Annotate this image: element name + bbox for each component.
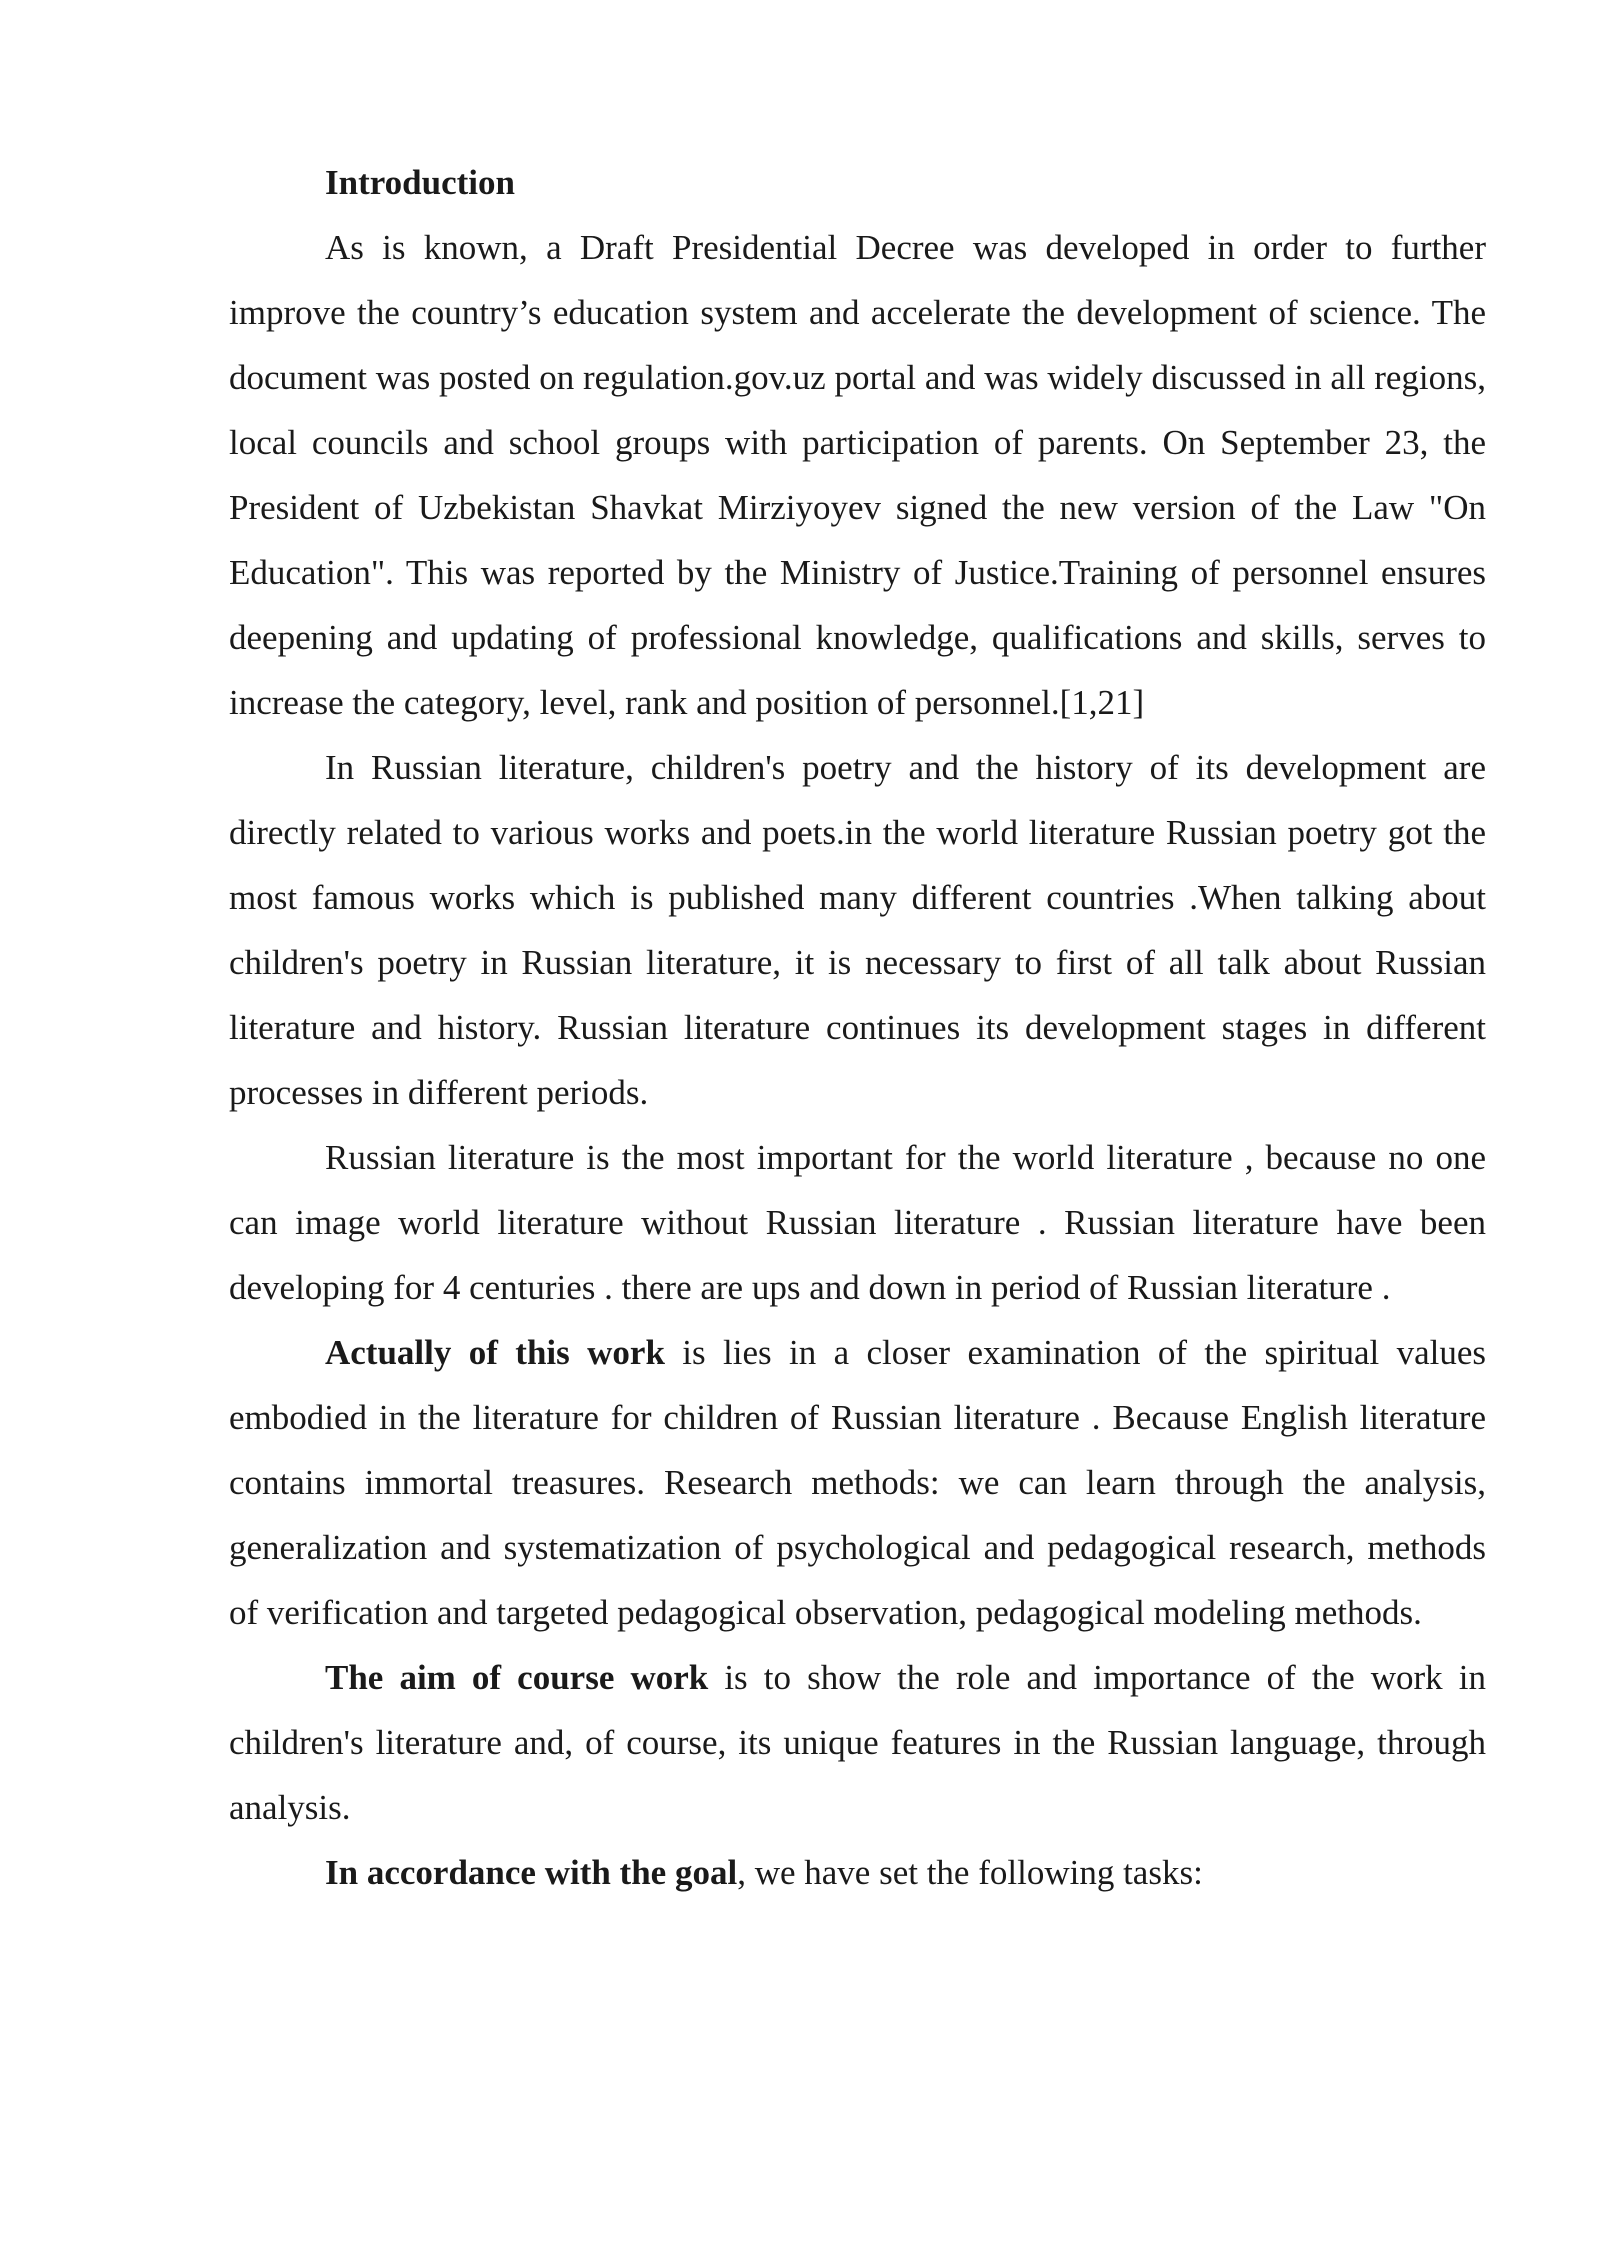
document-body — [229, 150, 1486, 1905]
paragraph-text: is to show the role and importance of the work in children's literature and, of course, its unique features in the Russian language, through analysis. — [229, 1658, 1486, 1827]
section-heading: Introduction — [325, 163, 515, 202]
paragraph-text: As is known, a Draft Presidential Decree was developed in order to further improve the country’s education system and accelerate the development of science. The document was posted on regulation.gov.uz portal and was widely discussed in all regions, local councils and school groups with participation of parents. On September 23, the President of Uzbekistan Shavkat Mirziyoyev signed the new version of the Law "On Education". This was reported by the Ministry of Justice.Training of personnel ensures deepening and updating of professional knowledge, qualifications and skills, serves to increase the category, level, rank and position of personnel.[1,21] — [229, 228, 1486, 722]
paragraph-text: , we have set the following tasks: — [737, 1853, 1203, 1892]
paragraph-world-literature — [229, 1125, 1486, 1320]
paragraph-actuality — [229, 1320, 1486, 1645]
paragraph-decree — [229, 215, 1486, 735]
paragraph-russian-poetry — [229, 735, 1486, 1125]
paragraph-tasks — [229, 1840, 1486, 1905]
paragraph-text: Russian literature is the most important for the world literature , because no one can image world literature without Russian literature . Russian literature have been developing for 4 centuries . there are ups and down in period of Russian literature . — [229, 1138, 1486, 1307]
paragraph-text: In Russian literature, children's poetry and the history of its development are directly related to various works and poets.in the world literature Russian poetry got the most famous works which is published many different countries .When talking about children's poetry in Russian literature, it is necessary to first of all talk about Russian literature and history. Russian literature continues its development stages in different processes in different periods. — [229, 748, 1486, 1112]
paragraph-lead: Actually of this work — [325, 1333, 665, 1372]
paragraph-lead: In accordance with the goal — [325, 1853, 738, 1892]
paragraph-aim — [229, 1645, 1486, 1840]
paragraph-text: is lies in a closer examination of the spiritual values embodied in the literature for children of Russian literature . Because English literature contains immortal treasures. Research methods: we can learn through the analysis, generalization and systematization of psychological and pedagogical research, methods of verification and targeted pedagogical observation, pedagogical modeling methods. — [229, 1333, 1487, 1632]
paragraph-lead: The aim of course work — [325, 1658, 709, 1697]
